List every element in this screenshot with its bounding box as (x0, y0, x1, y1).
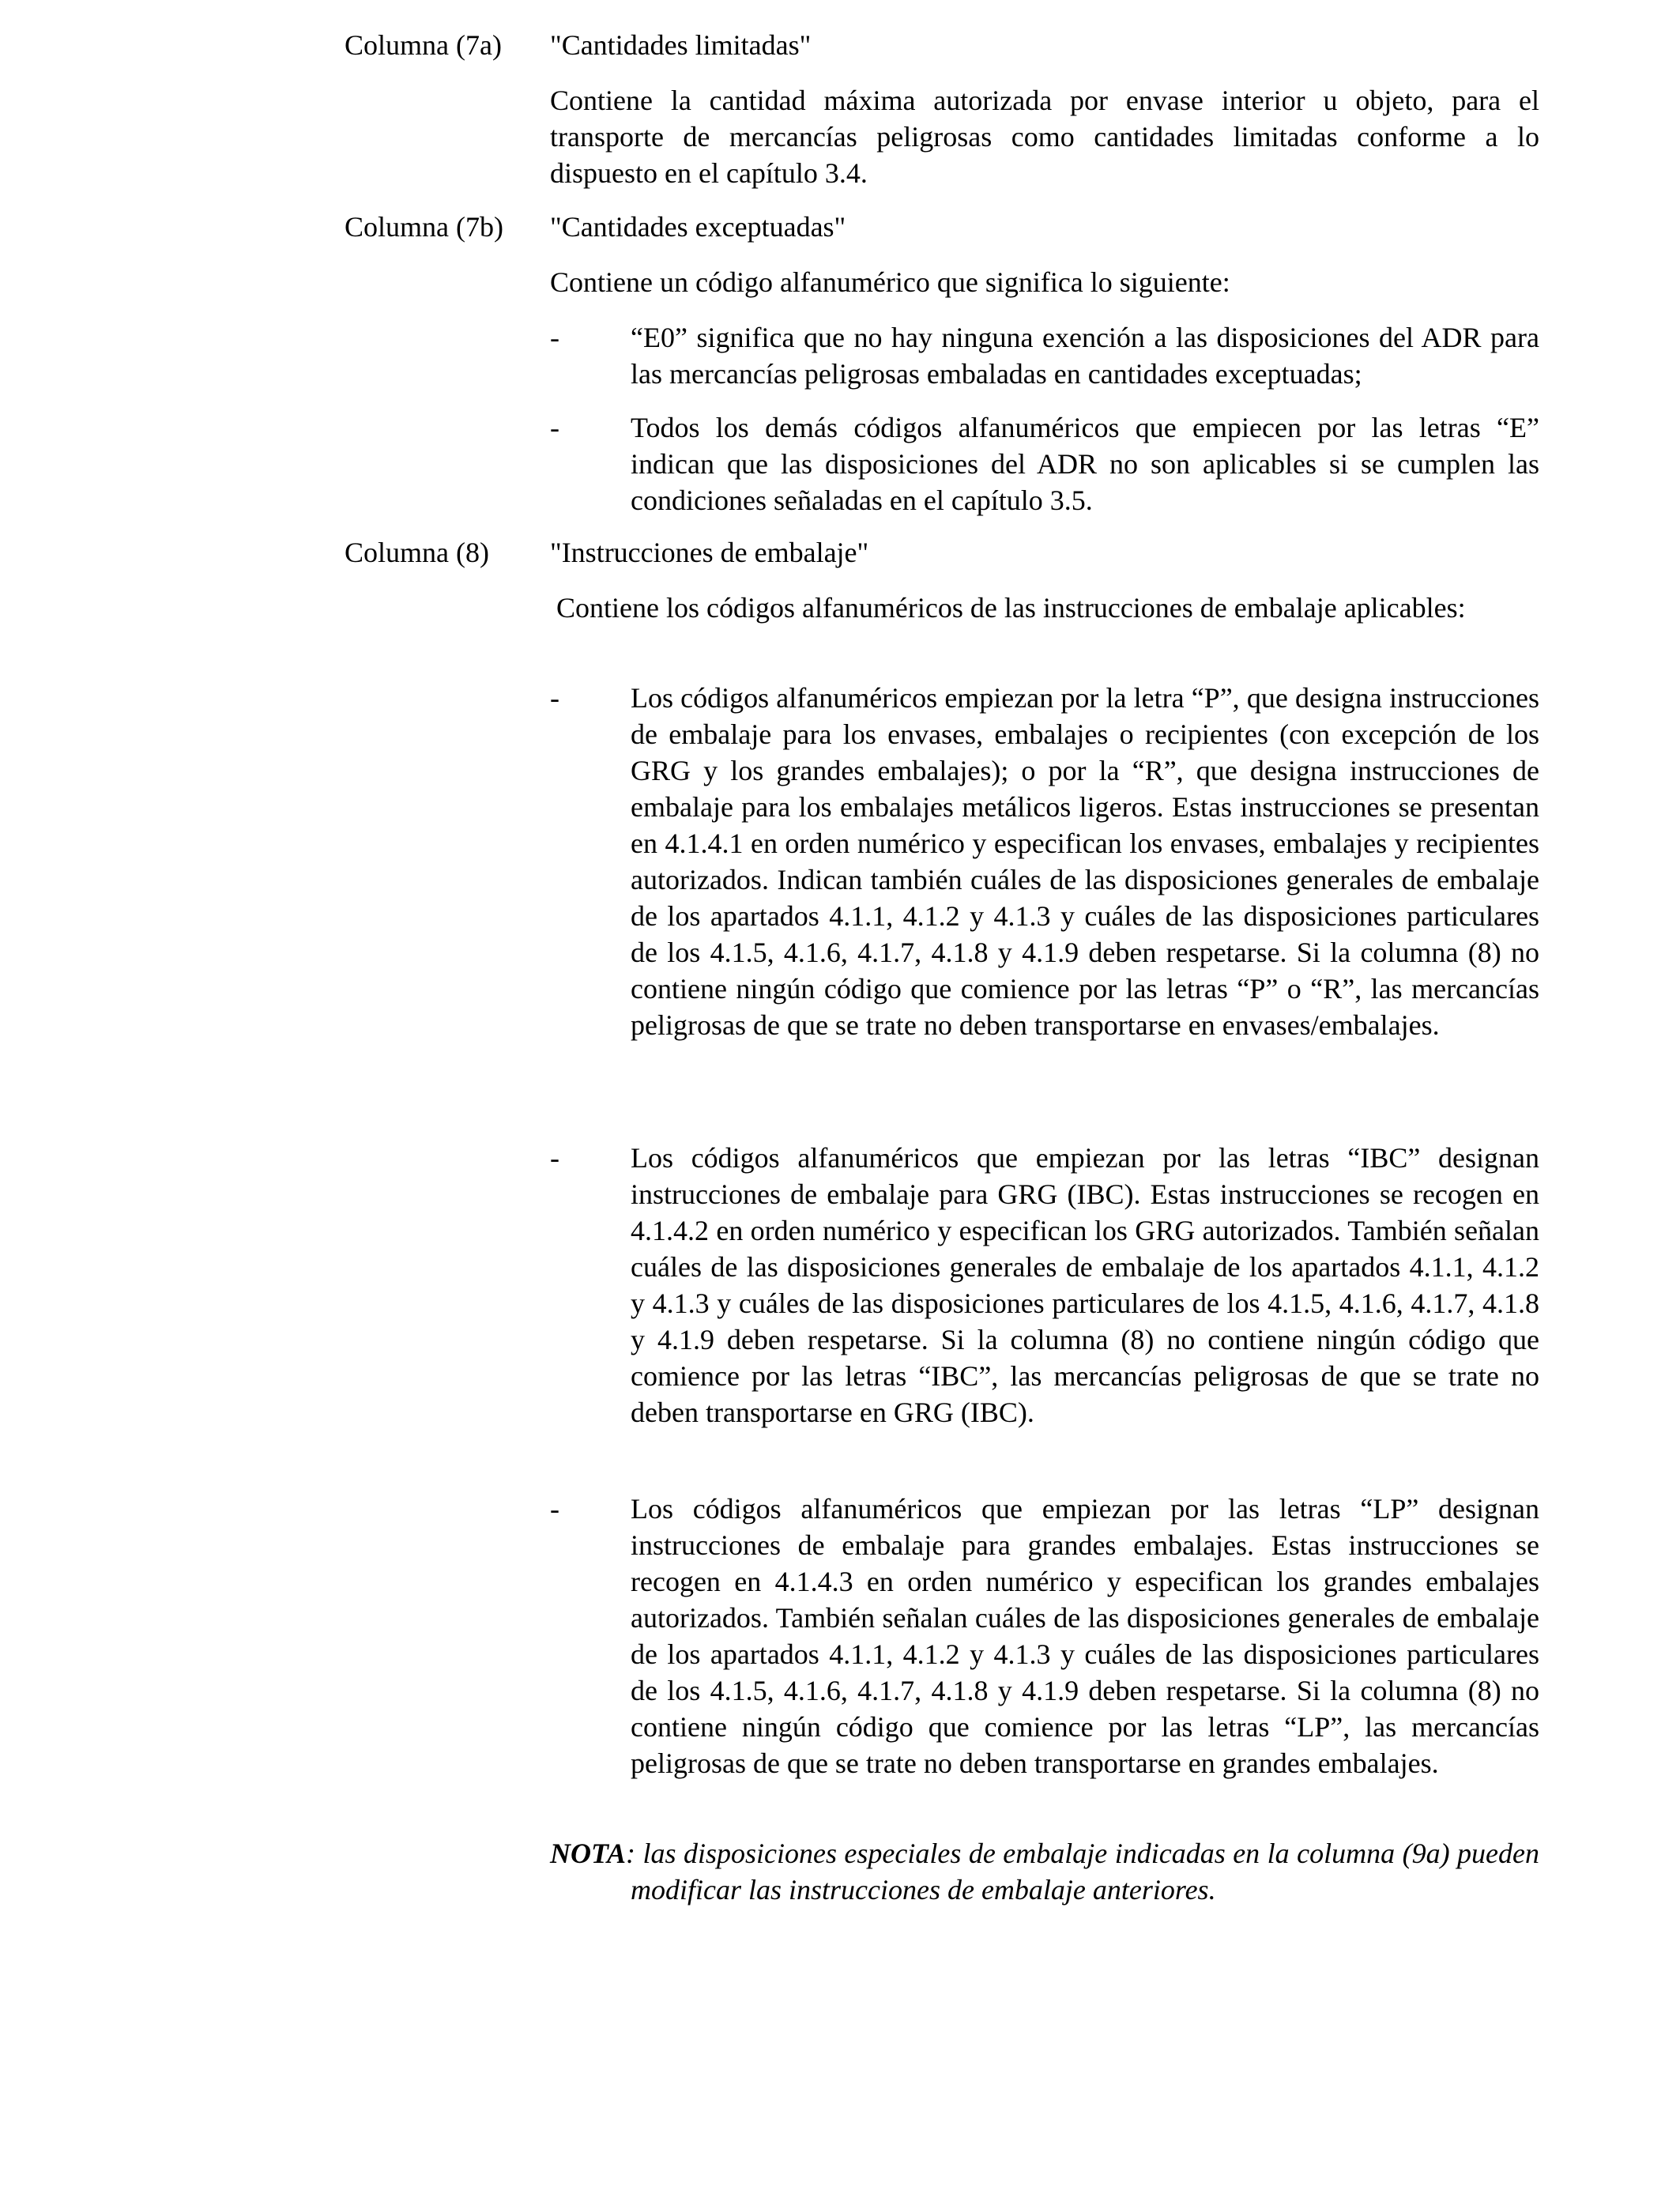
column-label: Columna (8) (345, 537, 489, 568)
list-item-text: “E0” significa que no hay ninguna exención a las disposiciones del ADR para las mercancías peligrosas embaladas en cantidades exceptuadas; (631, 322, 1539, 390)
list-dash: - (550, 682, 559, 714)
list-dash: - (550, 412, 559, 443)
list-item-text: Los códigos alfanuméricos que empiezan por las letras “IBC” designan instrucciones de embalaje para GRG (IBC). Estas instrucciones se recogen en 4.1.4.2 en orden numérico y especifican los GRG autorizados. También señalan cuáles de las disposiciones generales de embalaje de los apartados 4.1.1, 4.1.2 y 4.1.3 y cuáles de las disposiciones particulares de los 4.1.5, 4.1.6, 4.1.7, 4.1.8 y 4.1.9 deben respetarse. Si la columna (8) no contiene ningún código que comience por las letras “IBC”, las mercancías peligrosas de que se trate no deben transportarse en GRG (IBC). (631, 1142, 1539, 1428)
column-description: Contiene los códigos alfanuméricos de las instrucciones de embalaje aplicables: (556, 592, 1466, 624)
column-heading: "Cantidades limitadas" (550, 29, 812, 61)
column-description: Contiene la cantidad máxima autorizada por envase interior u objeto, para el transporte de mercancías peligrosas como cantidades limitadas conforme a lo dispuesto en el capítulo 3.4. (550, 85, 1539, 189)
list-dash: - (550, 322, 559, 353)
list-dash: - (550, 1493, 559, 1525)
column-heading: "Cantidades exceptuadas" (550, 211, 846, 243)
list-item-text: Los códigos alfanuméricos que empiezan por las letras “LP” designan instrucciones de embalaje para grandes embalajes. Estas instrucciones se recogen en 4.1.4.3 en orden numérico y especifican los grandes embalajes autorizados. También señalan cuáles de las disposiciones generales de embalaje de los apartados 4.1.1, 4.1.2 y 4.1.3 y cuáles de las disposiciones particulares de los 4.1.5, 4.1.6, 4.1.7, 4.1.8 y 4.1.9 deben respetarse. Si la columna (8) no contiene ningún código que comience por las letras “LP”, las mercancías peligrosas de que se trate no deben transportarse en grandes embalajes. (631, 1493, 1539, 1779)
column-label: Columna (7a) (345, 29, 502, 61)
list-dash: - (550, 1142, 559, 1174)
column-label: Columna (7b) (345, 211, 503, 243)
note-label: NOTA (550, 1838, 627, 1869)
column-description: Contiene un código alfanumérico que significa lo siguiente: (550, 266, 1230, 298)
column-heading: "Instrucciones de embalaje" (550, 537, 869, 568)
list-item-text: Todos los demás códigos alfanuméricos que empiecen por las letras “E” indican que las disposiciones del ADR no son aplicables si se cumplen las condiciones señaladas en el capítulo 3.5. (631, 412, 1539, 516)
list-item-text: Los códigos alfanuméricos empiezan por la letra “P”, que designa instrucciones de embalaje para los envases, embalajes o recipientes (con excepción de los GRG y los grandes embalajes); o por la “R”, que designa instrucciones de embalaje para los embalajes metálicos ligeros. Estas instrucciones se presentan en 4.1.4.1 en orden numérico y especifican los envases, embalajes y recipientes autorizados. Indican también cuáles de las disposiciones generales de embalaje de los apartados 4.1.1, 4.1.2 y 4.1.3 y cuáles de las disposiciones particulares de los 4.1.5, 4.1.6, 4.1.7, 4.1.8 y 4.1.9 deben respetarse. Si la columna (8) no contiene ningún código que comience por las letras “P” o “R”, las mercancías peligrosas de que se trate no deben transportarse en envases/embalajes. (631, 682, 1539, 1041)
note-text: : las disposiciones especiales de embalaje indicadas en la columna (9a) pueden modificar las instrucciones de embalaje anteriores. (626, 1838, 1539, 1906)
note-paragraph (550, 1835, 1539, 1908)
